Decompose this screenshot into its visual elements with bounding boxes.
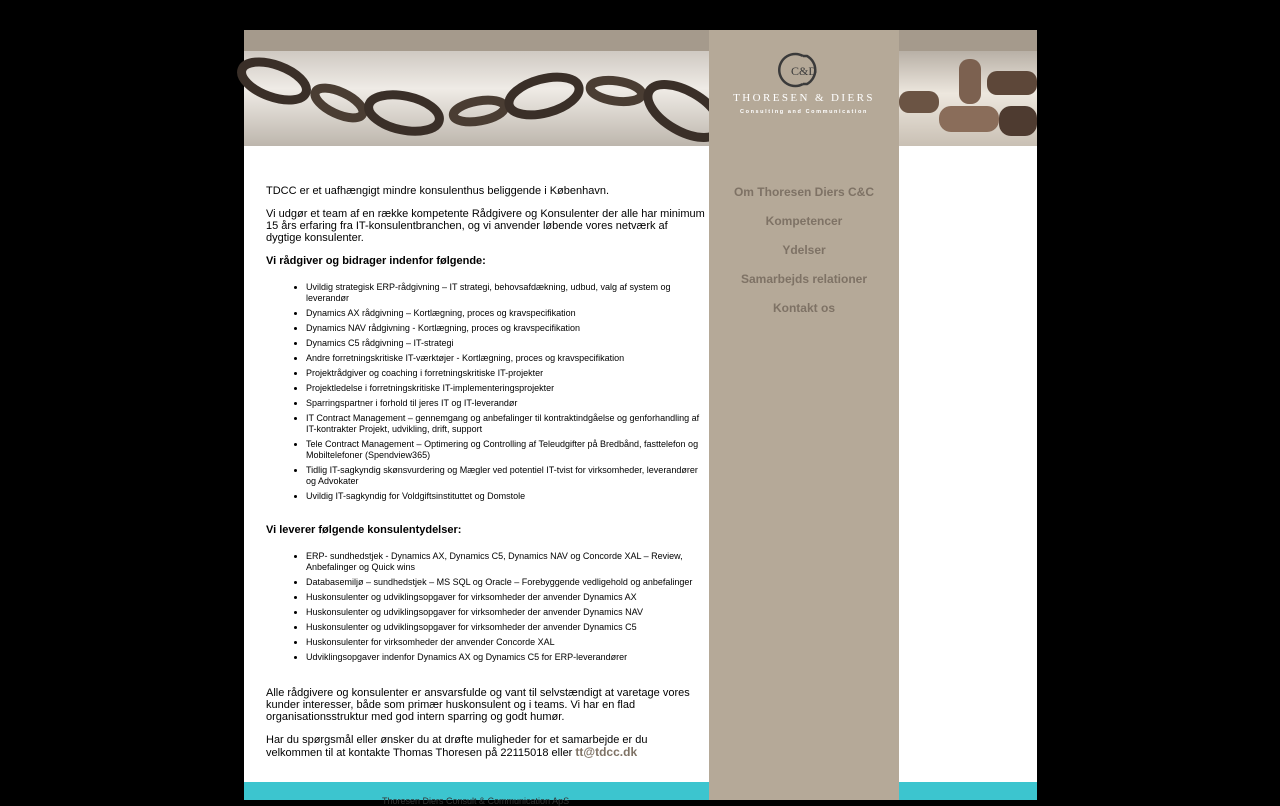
main-navigation [709,185,899,330]
list-item: • Andre forretningskritiske IT-værktøjer - Kortlægning, proces og kravspecifikation [306,353,706,364]
chain-banner-image [244,51,709,146]
logo-tagline: Consulting and Communication [740,109,868,115]
company-logo[interactable] [723,50,885,120]
list-item: • Projektrådgiver og coaching i forretningskritiske IT-projekter [306,368,706,379]
services-heading: Vi rådgiver og bidrager indenfor følgende: [266,255,486,267]
hands-banner-image [899,51,1037,146]
intro-paragraph: TDCC er et uafhængigt mindre konsulenthus beliggende i København. [266,185,610,197]
list-item: • Huskonsulenter for virksomheder der anvender Concorde XAL [306,637,706,648]
team-paragraph: Vi udgør et team af en række kompetente Rådgivere og Konsulenter der alle har minimum 15 års erfaring fra IT-konsulentbranchen, og vi anvender løbende vores netværk af dygtige konsulenter. [266,208,705,244]
top-strip [899,30,1037,51]
footer-bar [899,782,1037,800]
nav-item-contact[interactable]: Kontakt os [772,301,835,315]
deliveries-list [266,551,706,663]
list-item: • Projektledelse i forretningskritiske IT-implementeringsprojekter [306,383,706,394]
list-item: • Sparringspartner i forhold til jeres IT og IT-leverandør [306,398,706,409]
nav-item-about[interactable]: Om Thoresen Diers C&C [733,185,875,199]
nav-item-competencies[interactable]: Kompetencer [765,214,843,228]
list-item: • Uvildig IT-sagkyndig for Voldgiftsinstituttet og Domstole [306,491,706,502]
contact-paragraph [266,734,706,759]
main-content [266,185,706,770]
list-item: • Huskonsulenter og udviklingsopgaver for virksomheder der anvender Dynamics AX [306,592,706,603]
hands-graphic [899,51,1037,146]
outro-paragraph: Alle rådgivere og konsulenter er ansvarsfulde og vant til selvstændigt at varetage vores kunder interesser, både som primær huskonsulent og i teams. Vi har en flad organisationsstruktur med god intern sparring og godt humør. [266,687,690,723]
list-item: • Dynamics C5 rådgivning – IT-strategi [306,338,706,349]
list-item: • ERP- sundhedstjek - Dynamics AX, Dynamics C5, Dynamics NAV og Concorde XAL – Review, Anbefalinger og Quick wins [306,551,706,573]
logo-monogram [723,50,885,95]
navigation-column [709,30,899,800]
cd-monogram-icon [723,50,885,90]
services-list [266,282,706,502]
logo-brand-text: THORESEN & DIERS [733,92,875,104]
email-link[interactable]: tt@tdcc.dk [575,745,638,759]
top-strip [244,30,709,51]
list-item: • Tidlig IT-sagkyndig skønsvurdering og Mægler ved potentiel IT-tvist for virksomheder, leverandører og Advokater [306,465,706,487]
list-item: • Tele Contract Management – Optimering og Controlling af Teleudgifter på Bredbånd, fasttelefon og Mobiltelefoner (Spendview365) [306,439,706,461]
page-container [244,30,1037,806]
chain-graphic [244,51,709,146]
nav-item-partnerships[interactable]: Samarbejds relationer [740,272,868,286]
footer-text: Thoresen Diers Consult & Communication ApS [382,796,570,806]
list-item: • Dynamics AX rådgivning – Kortlægning, proces og kravspecifikation [306,308,706,319]
list-item: • Udviklingsopgaver indenfor Dynamics AX og Dynamics C5 for ERP-leverandører [306,652,706,663]
list-item: • Databasemiljø – sundhedstjek – MS SQL og Oracle – Forebyggende vedligehold og anbefalinger [306,577,706,588]
list-item: • Huskonsulenter og udviklingsopgaver for virksomheder der anvender Dynamics NAV [306,607,706,618]
contact-text: Har du spørgsmål eller ønsker du at drøfte muligheder for et samarbejde er du velkommen til at kontakte Thomas Thoresen på 22115018 eller [266,734,648,759]
logo-monogram-text: C&D [790,64,818,78]
nav-item-services[interactable]: Ydelser [782,243,826,257]
list-item: • Uvildig strategisk ERP-rådgivning – IT strategi, behovsafdækning, udbud, valg af system og leverandør [306,282,706,304]
list-item: • Huskonsulenter og udviklingsopgaver for virksomheder der anvender Dynamics C5 [306,622,706,633]
list-item: • Dynamics NAV rådgivning - Kortlægning, proces og kravspecifikation [306,323,706,334]
deliveries-heading: Vi leverer følgende konsulentydelser: [266,524,462,536]
list-item: • IT Contract Management – gennemgang og anbefalinger til kontraktindgåelse og genforhandling af IT-kontrakter Projekt, udvikling, drift, support [306,413,706,435]
